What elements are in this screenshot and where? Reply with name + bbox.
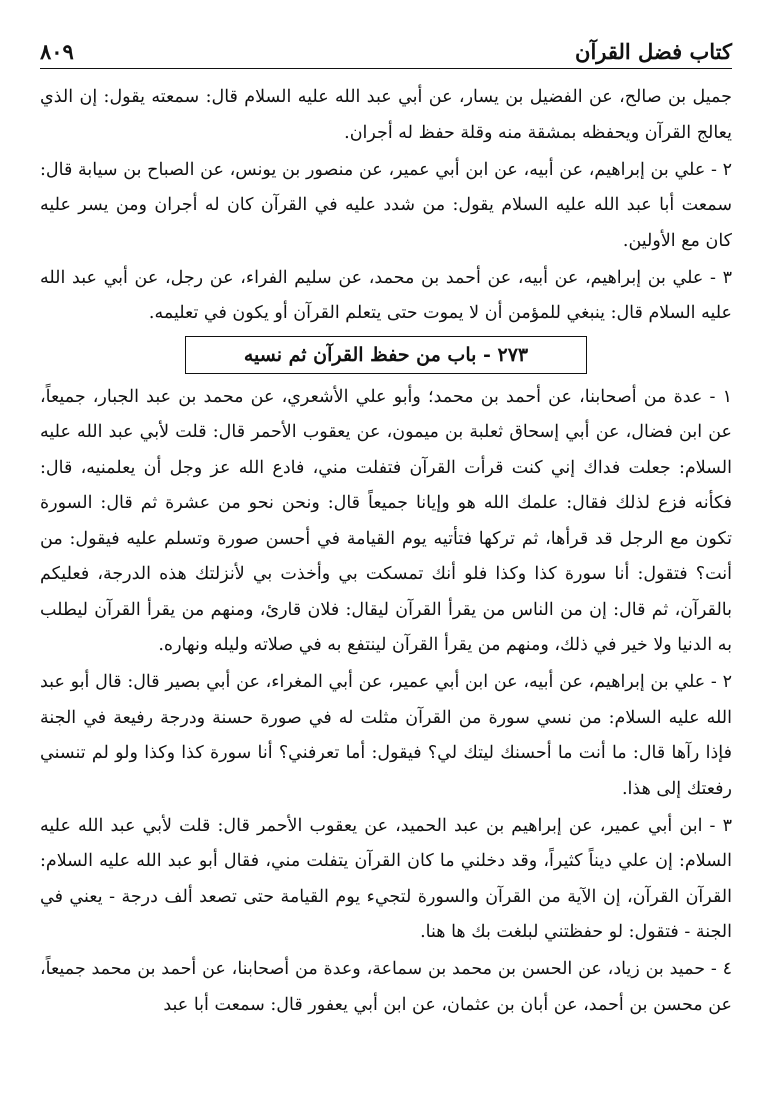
hadith-paragraph: ٢ - علي بن إبراهيم، عن أبيه، عن ابن أبي عمير، عن منصور بن يونس، عن الصباح بن سيابة قال: سمعت أبا عبد الله عليه السلام يقول: من شدد عليه في القرآن كان له أجران ومن يسر عليه كان مع الأولين.	[40, 159, 732, 251]
section-heading: ٢٧٣ - باب من حفظ القرآن ثم نسيه	[185, 336, 587, 374]
chapter-title: كتاب فضل القرآن	[575, 39, 732, 64]
hadith-paragraph: ٤ - حميد بن زياد، عن الحسن بن محمد بن سماعة، وعدة من أصحابنا، عن أحمد بن محمد جميعاً، عن محسن بن أحمد، عن أبان بن عثمان، عن ابن أبي يعفور قال: سمعت أبا عبد	[40, 959, 732, 1015]
hadith-paragraph: ٣ - علي بن إبراهيم، عن أبيه، عن أحمد بن محمد، عن سليم الفراء، عن رجل، عن أبي عبد الله عليه السلام قال: ينبغي للمؤمن أن لا يموت حتى يتعلم القرآن أو يكون في تعليمه.	[40, 267, 732, 323]
running-header	[40, 30, 732, 64]
hadith-paragraph: جميل بن صالح، عن الفضيل بن يسار، عن أبي عبد الله عليه السلام قال: سمعته يقول: إن الذي يعالج القرآن ويحفظه بمشقة منه وقلة حفظ له أجران.	[40, 87, 732, 143]
page-number: ٨٠٩	[40, 39, 74, 64]
header-rule	[40, 68, 732, 69]
page-body	[40, 80, 732, 1025]
hadith-paragraph: ٢ - علي بن إبراهيم، عن أبيه، عن ابن أبي عمير، عن أبي المغراء، عن أبي بصير قال: قال أبو عبد الله عليه السلام: من نسي سورة من القرآن مثلت له في صورة حسنة ودرجة رفيعة في الجنة فإذا رآها قال: ما أنت ما أحسنك ليتك لي؟ فيقول: أما تعرفني؟ أنا سورة كذا وكذا ولو لم تنسني رفعتك إلى هذا.	[40, 672, 732, 799]
hadith-paragraph: ٣ - ابن أبي عمير، عن إبراهيم بن عبد الحميد، عن يعقوب الأحمر قال: قلت لأبي عبد الله عليه السلام: إن علي ديناً كثيراً، وقد دخلني ما كان القرآن يتفلت مني، فقال أبو عبد الله عليه السلام: القرآن القرآن، إن الآية من القرآن والسورة لتجيء يوم القيامة حتى تصعد ألف درجة - يعني في الجنة - فتقول: لو حفظتني لبلغت بك ها هنا.	[40, 815, 732, 942]
hadith-paragraph: ١ - عدة من أصحابنا، عن أحمد بن محمد؛ وأبو علي الأشعري، عن محمد بن عبد الجبار، جميعاً، عن ابن فضال، عن أبي إسحاق ثعلبة بن ميمون، عن يعقوب الأحمر قال: قلت لأبي عبد الله عليه السلام: جعلت فداك إني كنت قرأت القرآن فتفلت مني، فادع الله عز وجل أن يعلمنيه، قال: فكأنه فزع لذلك فقال: علمك الله هو وإيانا جميعاً قال: ونحن نحو من عشرة ثم قال: السورة تكون مع الرجل قد قرأها، ثم تركها فتأتيه يوم القيامة في أحسن صورة وتسلم عليه فيقول: من أنت؟ فتقول: أنا سورة كذا وكذا فلو أنك تمسكت بي وأخذت بي لأنزلتك هذه الدرجة، فعليكم بالقرآن، ثم قال: إن من الناس من يقرأ القرآن ليقال: فلان قارئ، ومنهم من يقرأ القرآن ليطلب به الدنيا ولا خير في ذلك، ومنهم من يقرأ القرآن لينتفع به في صلاته وليله ونهاره.	[40, 386, 732, 655]
